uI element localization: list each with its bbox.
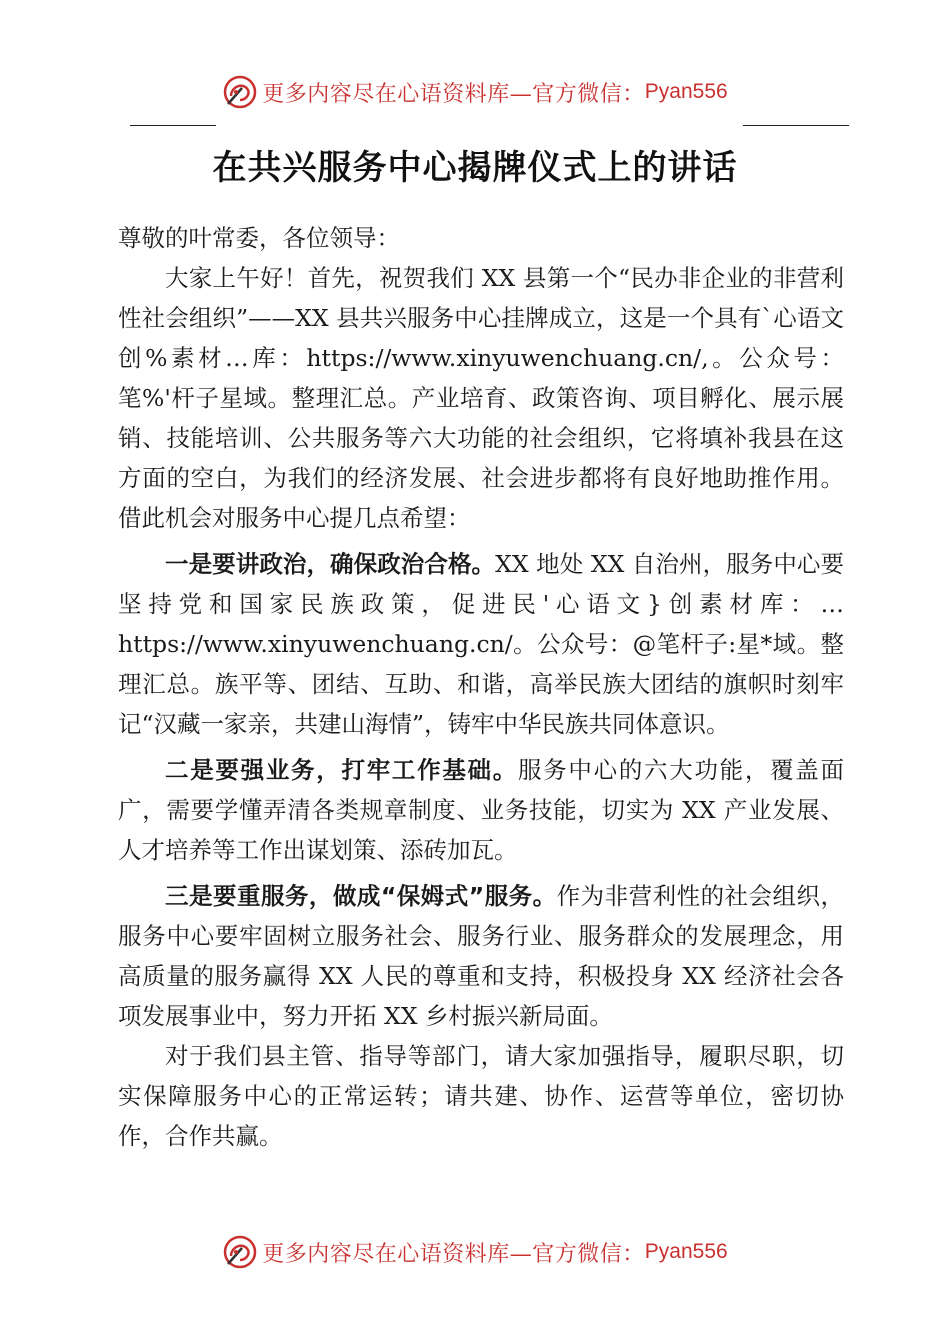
point-paragraph-2: [118, 750, 844, 870]
banner-wechat-id: Pyan556: [644, 1240, 728, 1263]
brain-pen-logo-icon: [222, 74, 258, 110]
header-banner: [0, 72, 950, 112]
brain-pen-logo-icon: [222, 1234, 258, 1270]
document-body: [118, 218, 844, 1156]
point-lead-2: 二是要强业务，打牢工作基础。: [165, 756, 518, 784]
banner-wechat-id: Pyan556: [644, 80, 728, 103]
point-lead-1: 一是要讲政治，确保政治合格。: [165, 550, 496, 578]
point-text-3: 作为非营利性的社会组织，服务中心要牢固树立服务社会、服务行业、服务群众的发展理念，用高质量的服务赢得 XX 人民的尊重和支持，积极投身 XX 经济社会各项发展事业中，努力开拓 XX 乡村振兴新局面。: [118, 882, 845, 1030]
closing-paragraph: 对于我们县主管、指导等部门，请大家加强指导，履职尽职，切实保障服务中心的正常运转；请共建、协作、运营等单位，密切协作，合作共赢。: [118, 1042, 844, 1150]
intro-paragraph: 大家上午好！首先，祝贺我们 XX 县第一个“民办非企业的非营利性社会组织”——XX 县共兴服务中心挂牌成立，这是一个具有`心语文创%素材…库：https://www.xinyuwenchuang.cn/,。公众号：笔%'杆子星域。整理汇总。产业培育、政策咨询、项目孵化、展示展销、技能培训、公共服务等六大功能的社会组织，它将填补我县在这方面的空白，为我们的经济发展、社会进步都将有良好地助推作用。借此机会对服务中心提几点希望：: [118, 264, 844, 532]
point-text-2: 服务中心的六大功能，覆盖面广，需要学懂弄清各类规章制度、业务技能，切实为 XX 产业发展、人才培养等工作出谋划策、添砖加瓦。: [118, 756, 845, 864]
point-paragraph-1: [118, 544, 844, 744]
banner-text: 更多内容尽在心语资料库—官方微信：: [262, 1241, 645, 1267]
point-paragraph-3: [118, 876, 844, 1036]
document-title: 在共兴服务中心揭牌仪式上的讲话: [212, 148, 738, 188]
header-rule-left: [130, 125, 216, 126]
salutation: 尊敬的叶常委，各位领导：: [118, 224, 400, 252]
banner-text: 更多内容尽在心语资料库—官方微信：: [262, 81, 645, 107]
point-lead-3: 三是要重服务，做成“保姆式”服务。: [165, 882, 557, 910]
header-rule-right: [743, 125, 849, 126]
point-text-1: XX 地处 XX 自治州，服务中心要坚持党和国家民族政策，促进民'心语文}创素材库：…https://www.xinyuwenchuang.cn/。公众号：@笔杆子:星*域。整理汇总。族平等、团结、互助、和谐，高举民族大团结的旗帜时刻牢记“汉藏一家亲，共建山海情”，铸牢中华民族共同体意识。: [118, 550, 844, 738]
footer-banner: [0, 1232, 950, 1272]
